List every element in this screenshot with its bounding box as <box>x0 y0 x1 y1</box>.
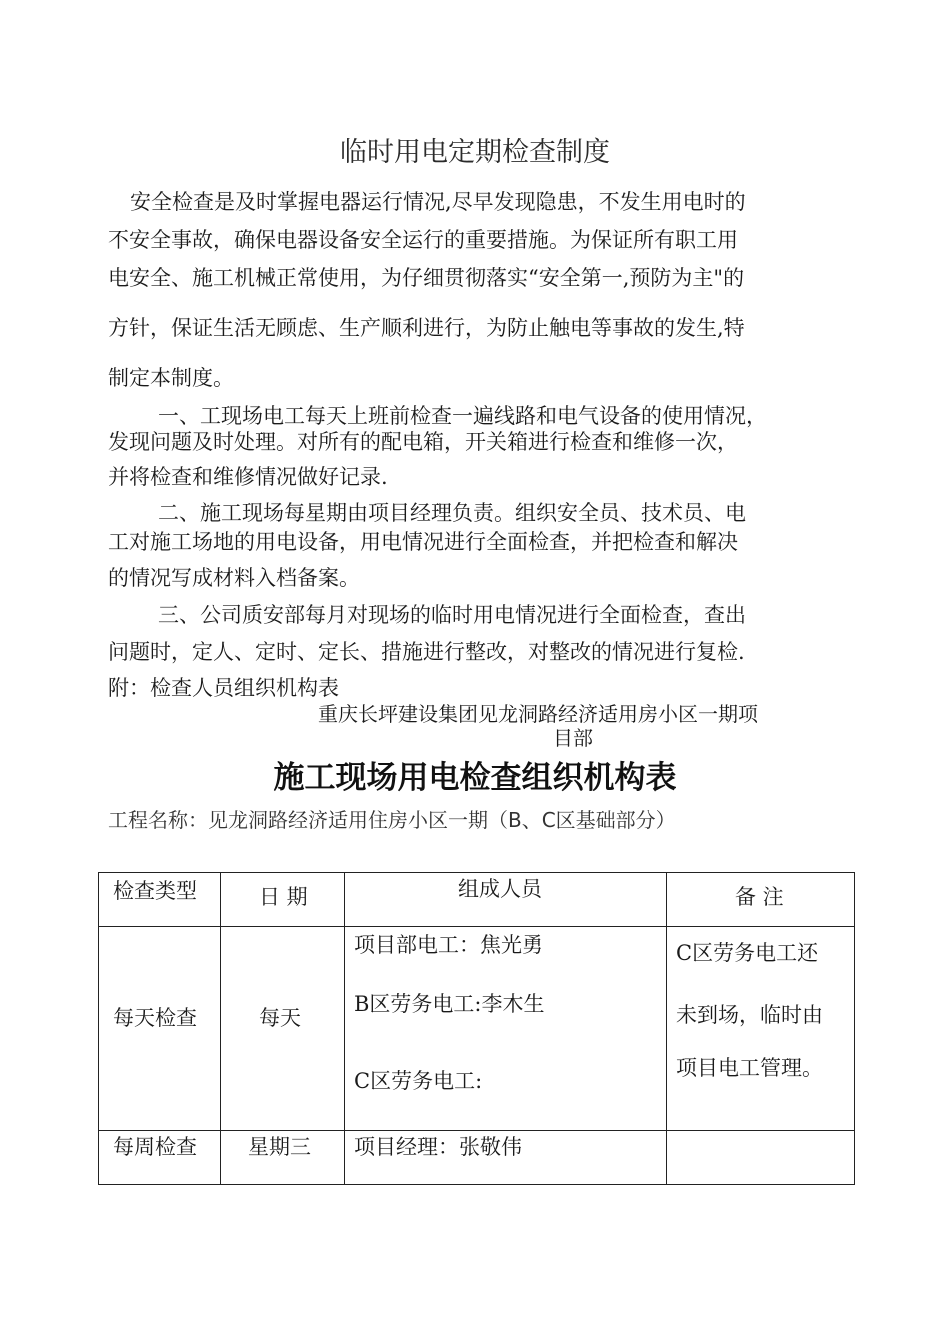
attachment-note: 附：检查人员组织机构表 <box>108 676 339 700</box>
signature-line: 重庆长坪建设集团见龙洞路经济适用房小区一期项 <box>318 702 758 726</box>
intro-line: 电安全、施工机械正常使用，为仔细贯彻落实“安全第一,预防为主"的 <box>108 266 745 290</box>
intro-line: 制定本制度。 <box>108 366 234 390</box>
header-type: 检查类型 <box>113 879 197 903</box>
header-cell <box>99 873 221 927</box>
item-1-line: 发现问题及时处理。对所有的配电箱，开关箱进行检查和维修一次， <box>108 430 738 454</box>
intro-line: 不安全事故，确保电器设备安全运行的重要措施。为保证所有职工用 <box>108 228 738 252</box>
item-3-line: 三、公司质安部每月对现场的临时用电情况进行全面检查，查出 <box>158 603 746 627</box>
header-date: 日 期 <box>259 885 308 909</box>
row1-note: 未到场，临时由 <box>676 1003 823 1027</box>
item-2-line: 工对施工场地的用电设备，用电情况进行全面检查，并把检查和解决 <box>108 530 738 554</box>
row1-note: C区劳务电工还 <box>676 941 819 965</box>
table-cell <box>667 1131 855 1185</box>
table-cell <box>221 927 345 1131</box>
table-cell <box>667 927 855 1131</box>
item-1-line: 并将检查和维修情况做好记录. <box>108 465 388 489</box>
intro-line: 安全检查是及时掌握电器运行情况,尽早发现隐患，不发生用电时的 <box>130 190 746 214</box>
header-members: 组成人员 <box>458 877 542 901</box>
item-3-line: 问题时，定人、定时、定长、措施进行整改，对整改的情况进行复检. <box>108 640 745 664</box>
table-cell <box>345 927 667 1131</box>
table-header-row <box>99 873 855 927</box>
organization-table <box>98 872 855 1185</box>
item-1-line: 一、工现场电工每天上班前检查一遍线路和电气设备的使用情况， <box>158 404 767 428</box>
document-title: 临时用电定期检查制度 <box>340 137 610 168</box>
project-name: 工程名称：见龙洞路经济适用住房小区一期（B、C区基础部分） <box>108 808 676 832</box>
item-2-line: 二、施工现场每星期由项目经理负责。组织安全员、技术员、电 <box>158 501 746 525</box>
row1-member: 项目部电工：焦光勇 <box>354 933 543 957</box>
intro-line: 方针，保证生活无顾虑、生产顺利进行，为防止触电等事故的发生,特 <box>108 316 745 340</box>
signature-line: 目部 <box>553 726 593 750</box>
row1-member: C区劳务电工: <box>354 1069 483 1093</box>
item-2-line: 的情况写成材料入档备案。 <box>108 566 360 590</box>
header-notes: 备 注 <box>735 885 784 909</box>
header-cell <box>667 873 855 927</box>
row1-note: 项目电工管理。 <box>676 1056 823 1080</box>
table-cell <box>99 927 221 1131</box>
row1-type: 每天检查 <box>113 1006 197 1030</box>
table-cell <box>221 1131 345 1185</box>
row2-type: 每周检查 <box>113 1135 197 1159</box>
table-row <box>99 927 855 1131</box>
table-title: 施工现场用电检查组织机构表 <box>273 760 677 796</box>
row1-member: B区劳务电工:李木生 <box>354 992 545 1016</box>
table-row <box>99 1131 855 1185</box>
table-cell <box>99 1131 221 1185</box>
header-cell <box>221 873 345 927</box>
row2-date: 星期三 <box>248 1135 311 1159</box>
row1-date: 每天 <box>259 1006 301 1030</box>
table-cell <box>345 1131 667 1185</box>
row2-member: 项目经理：张敬伟 <box>354 1135 522 1159</box>
header-cell <box>345 873 667 927</box>
